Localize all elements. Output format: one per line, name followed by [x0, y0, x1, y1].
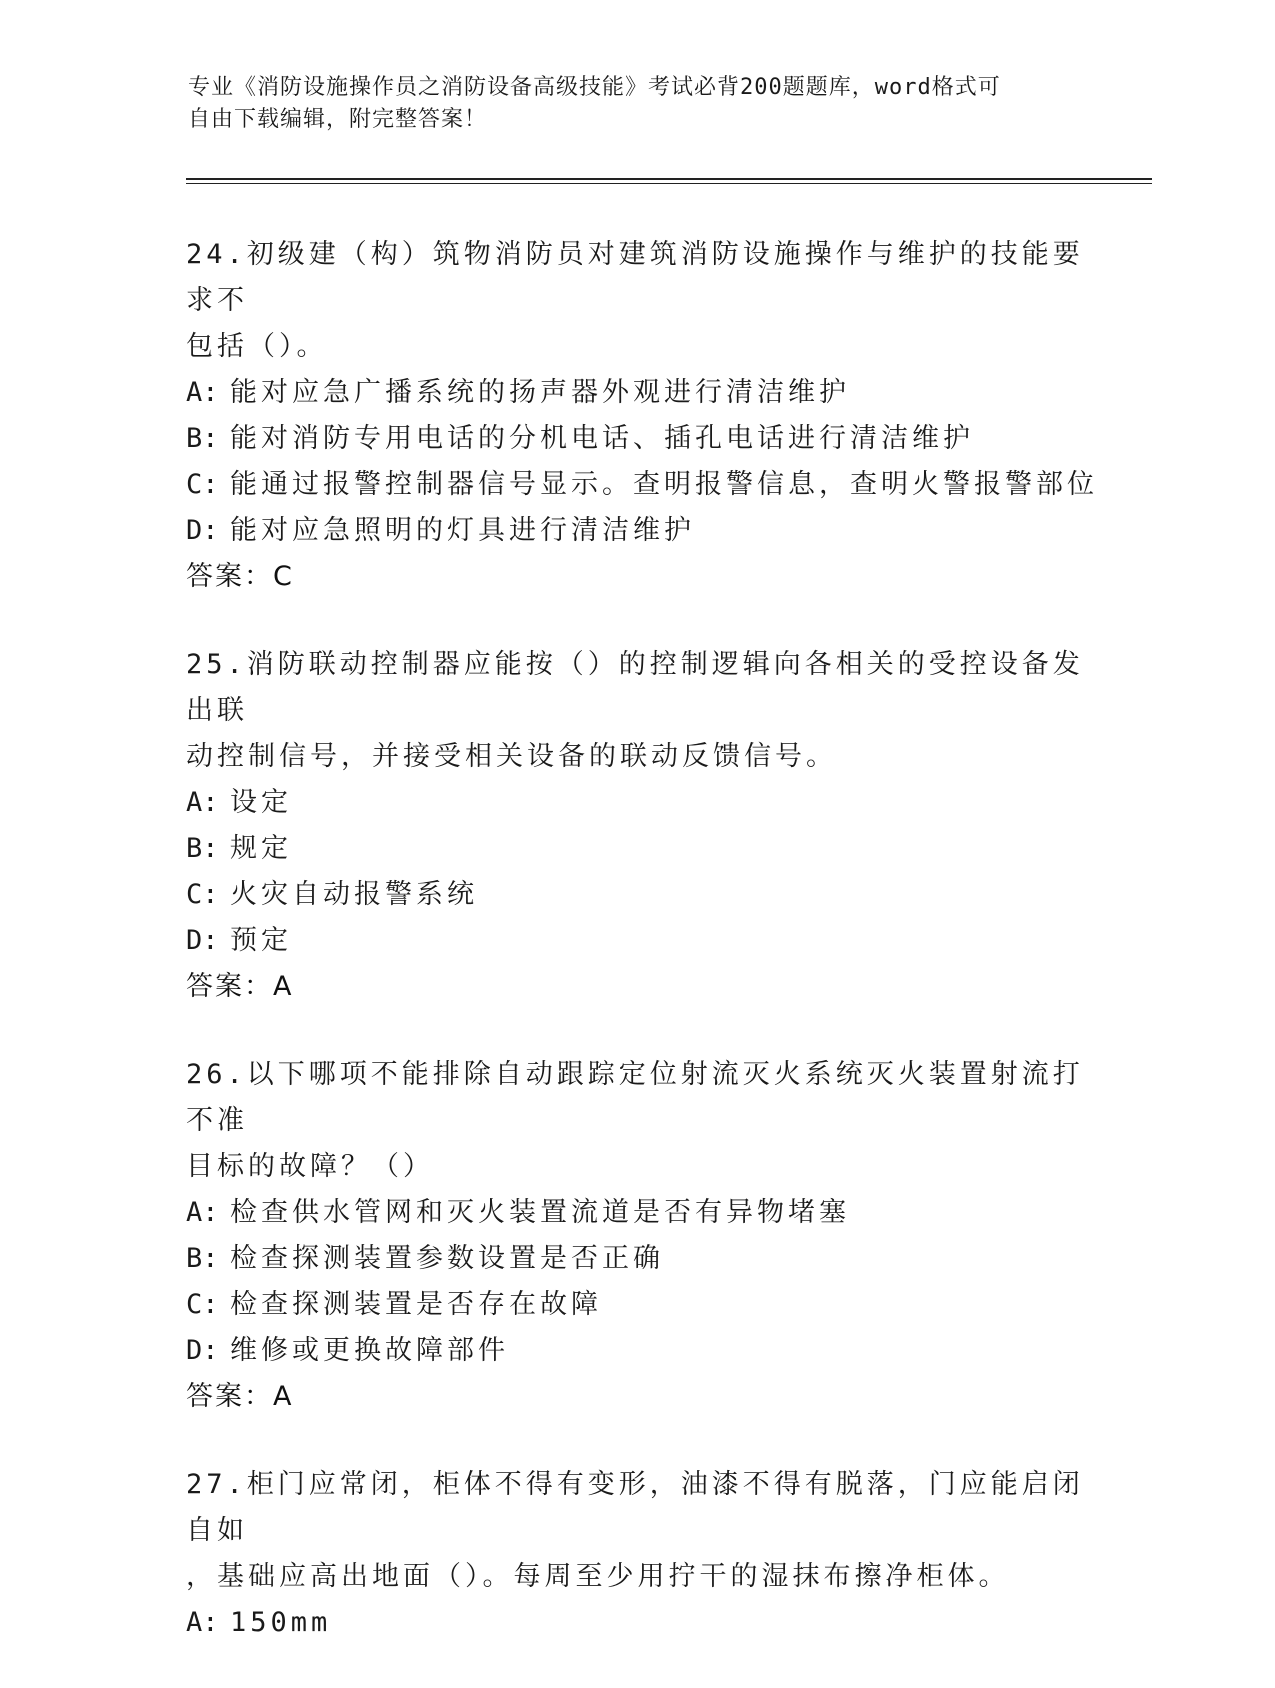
option-a: [186, 1600, 1086, 1646]
question-stem-line-1: 25.消防联动控制器应能按（）的控制逻辑向各相关的受控设备发出联: [186, 649, 1084, 726]
question-stem-line-1: 27.柜门应常闭，柜体不得有变形，油漆不得有脱落，门应能启闭自如: [186, 1469, 1084, 1546]
option-text: 检查供水管网和灭火装置流道是否有异物堵塞: [230, 1197, 850, 1228]
option-letter: A:: [186, 377, 219, 408]
option-a: [186, 1190, 1086, 1236]
option-letter: C:: [186, 469, 219, 500]
option-text: 检查探测装置是否存在故障: [230, 1289, 602, 1320]
option-letter: B:: [186, 1243, 219, 1274]
question-stem: [186, 642, 1086, 780]
option-b: [186, 1236, 1086, 1282]
option-d: [186, 508, 1086, 554]
answer-label: 答案：A: [186, 1381, 294, 1412]
question-stem-line-2: 目标的故障？（）: [186, 1151, 434, 1182]
answer-label: 答案：A: [186, 971, 294, 1002]
option-letter: D:: [186, 515, 219, 546]
question-26: [186, 1052, 1086, 1420]
option-text: 预定: [230, 925, 292, 956]
option-text: 150mm: [230, 1607, 332, 1638]
answer-label: 答案：C: [186, 561, 294, 592]
option-a: [186, 780, 1086, 826]
option-letter: C:: [186, 1289, 219, 1320]
option-text: 能通过报警控制器信号显示。查明报警信息，查明火警报警部位: [230, 469, 1098, 500]
question-stem-line-1: 26.以下哪项不能排除自动跟踪定位射流灭火系统灭火装置射流打不准: [186, 1059, 1084, 1136]
option-c: [186, 462, 1098, 508]
question-stem: [186, 1462, 1086, 1600]
question-stem: [186, 232, 1086, 370]
option-c: [186, 872, 1086, 918]
header-divider: [186, 178, 1152, 180]
question-25: [186, 642, 1086, 1010]
header-line-2: 自由下载编辑，附完整答案！: [188, 107, 488, 132]
document-header: [188, 72, 1088, 136]
option-letter: D:: [186, 1335, 219, 1366]
option-text: 能对应急照明的灯具进行清洁维护: [230, 515, 695, 546]
option-letter: A:: [186, 1607, 219, 1638]
question-stem-line-2: ，基础应高出地面（）。每周至少用拧干的湿抹布擦净柜体。: [186, 1561, 1010, 1592]
option-text: 能对消防专用电话的分机电话、插孔电话进行清洁维护: [230, 423, 974, 454]
option-b: [186, 826, 1086, 872]
question-stem-line-2: 动控制信号，并接受相关设备的联动反馈信号。: [186, 741, 837, 772]
option-text: 检查探测装置参数设置是否正确: [230, 1243, 664, 1274]
question-stem: [186, 1052, 1086, 1190]
question-27: [186, 1462, 1086, 1646]
question-stem-line-1: 24.初级建（构）筑物消防员对建筑消防设施操作与维护的技能要求不: [186, 239, 1084, 316]
option-text: 能对应急广播系统的扬声器外观进行清洁维护: [230, 377, 850, 408]
option-letter: C:: [186, 879, 219, 910]
option-d: [186, 918, 1086, 964]
option-text: 火灾自动报警系统: [230, 879, 478, 910]
question-24: [186, 232, 1098, 600]
option-b: [186, 416, 1086, 462]
option-letter: D:: [186, 925, 219, 956]
option-letter: B:: [186, 423, 219, 454]
option-c: [186, 1282, 1086, 1328]
header-divider-secondary: [186, 183, 1152, 184]
option-letter: B:: [186, 833, 219, 864]
option-d: [186, 1328, 1086, 1374]
option-text: 规定: [230, 833, 292, 864]
option-letter: A:: [186, 787, 219, 818]
option-text: 维修或更换故障部件: [230, 1335, 509, 1366]
header-line-1: 专业《消防设施操作员之消防设备高级技能》考试必背200题题库，word格式可: [188, 75, 1001, 100]
question-stem-line-2: 包括（）。: [186, 331, 328, 362]
question-list: [186, 232, 1098, 1688]
option-a: [186, 370, 1086, 416]
option-text: 设定: [230, 787, 292, 818]
option-letter: A:: [186, 1197, 219, 1228]
